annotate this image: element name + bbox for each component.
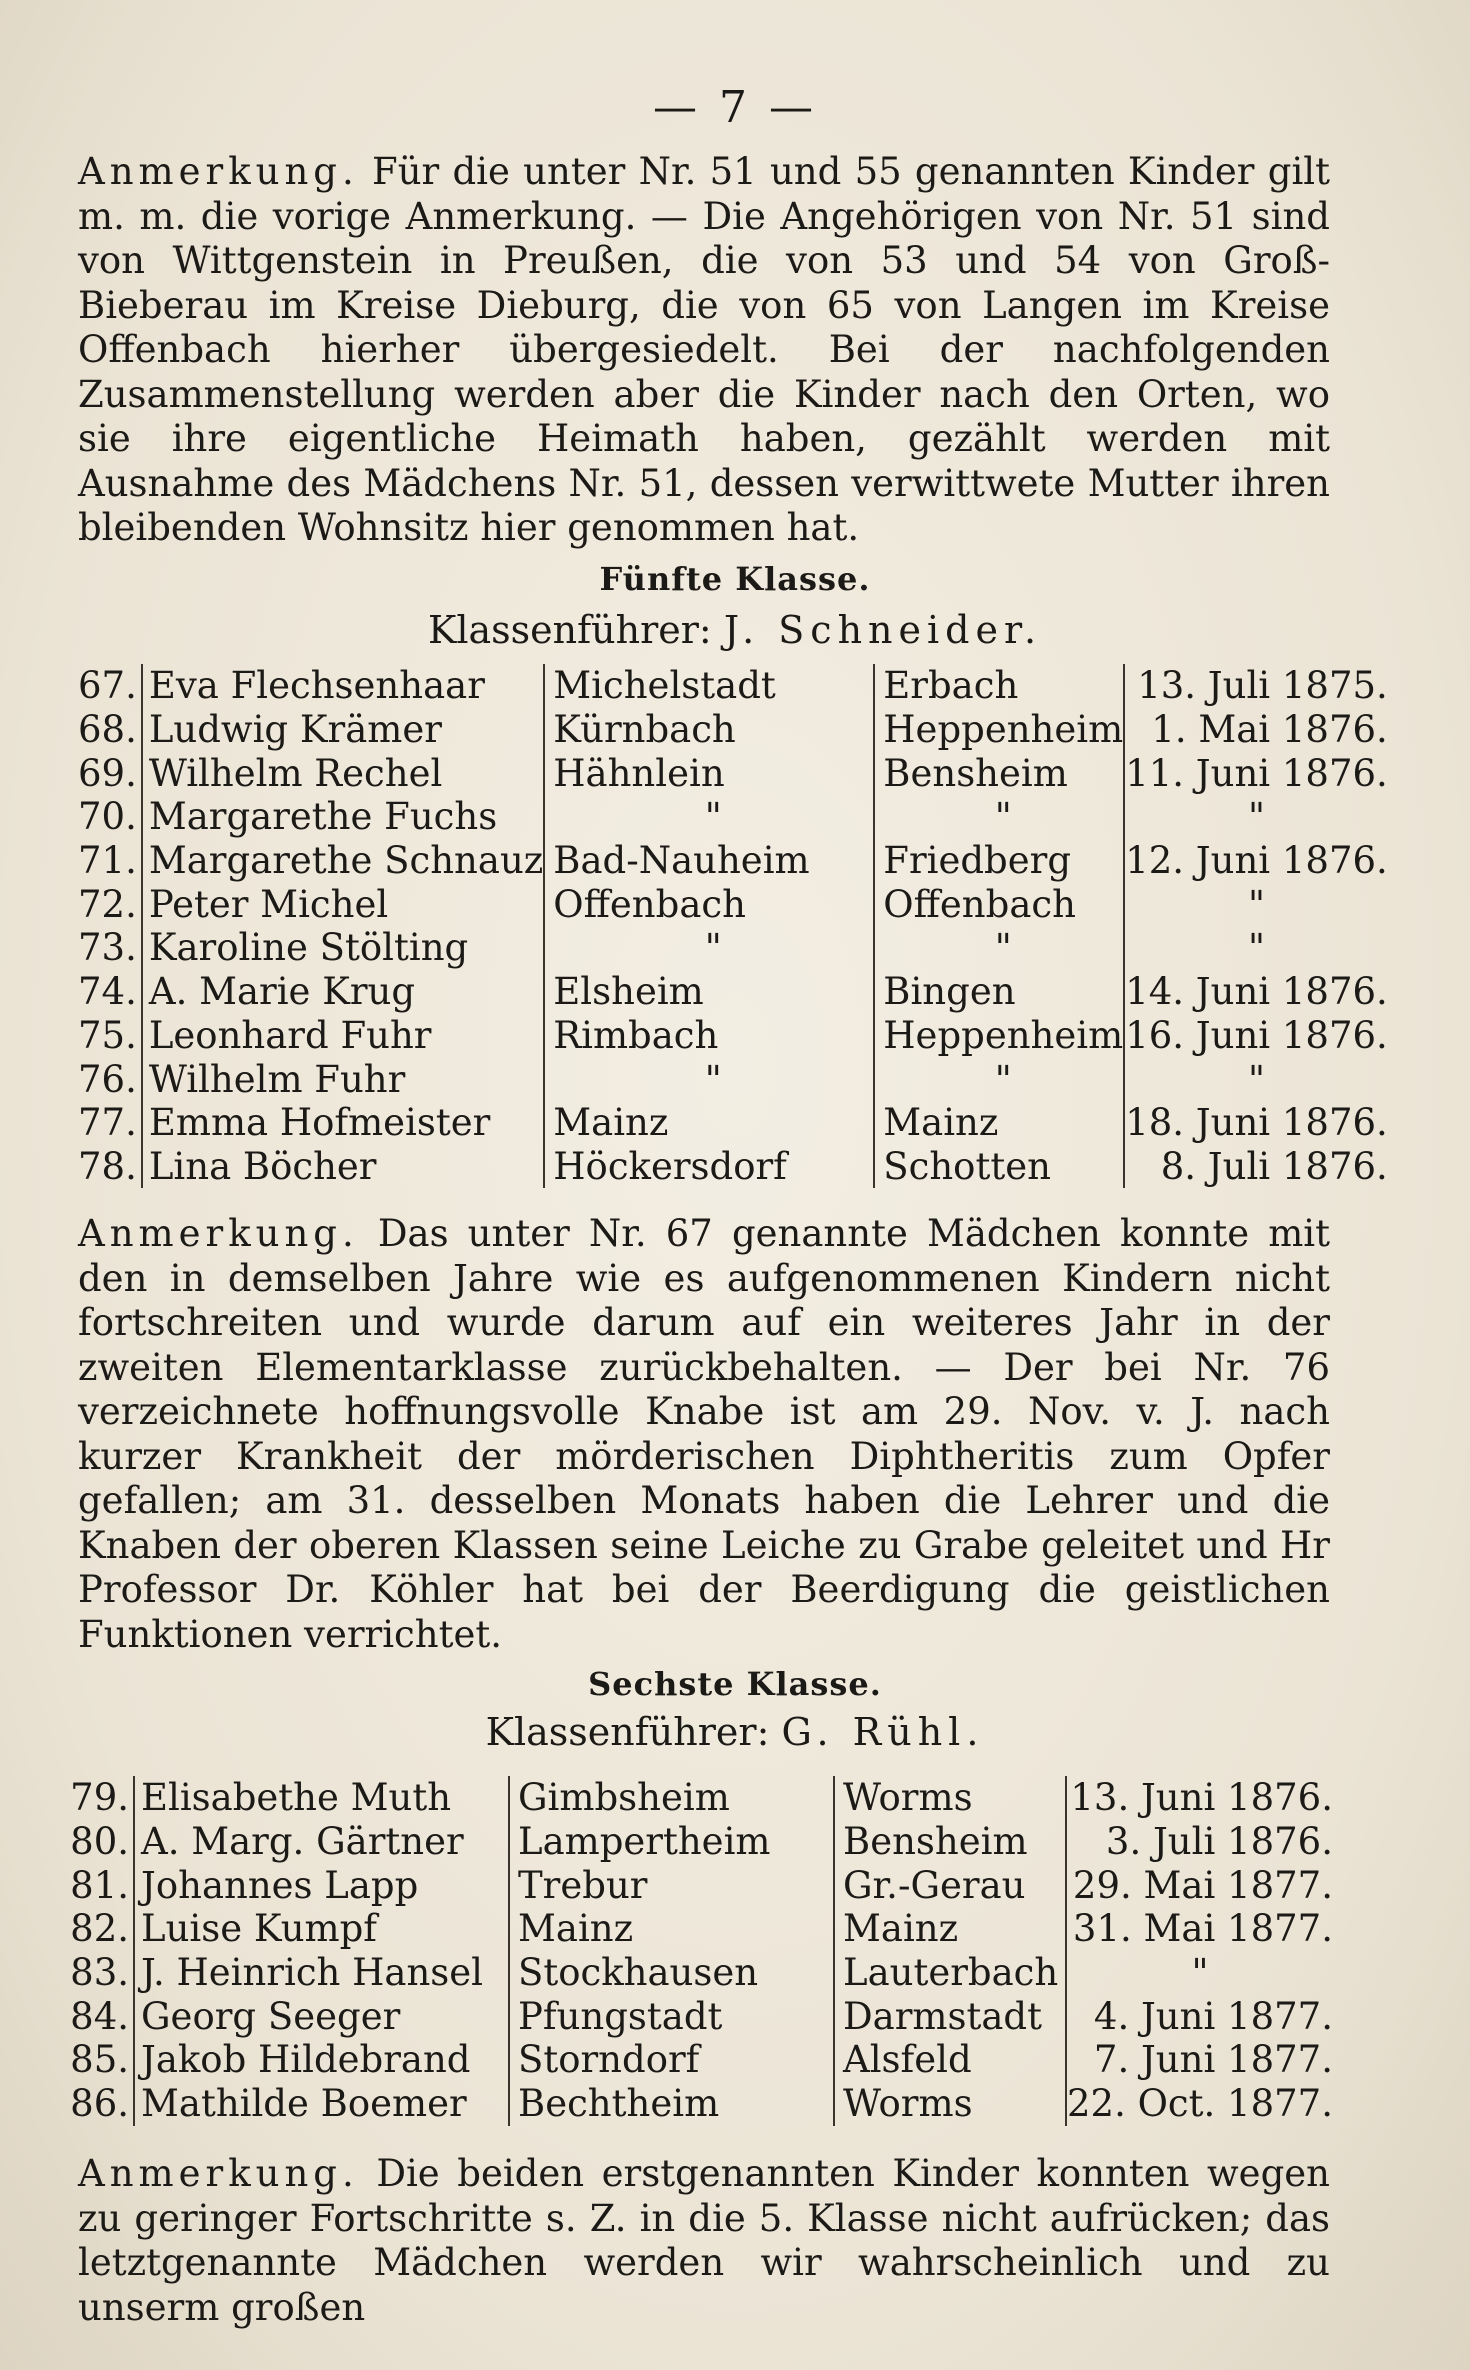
district: Worms [834, 1776, 1066, 1820]
table-row [66, 1951, 1335, 1995]
student-name: Karoline Stölting [142, 926, 544, 970]
district: Lauterbach [834, 1951, 1066, 1995]
place-of-origin: " [544, 926, 874, 970]
class-leader-line-5 [0, 608, 1470, 652]
row-number: 72. [78, 882, 137, 926]
student-name: Jakob Hildebrand [134, 2038, 509, 2082]
table-row [66, 1994, 1335, 2038]
student-table-class-5 [78, 664, 1390, 1188]
place-of-origin: Kürnbach [544, 708, 874, 752]
student-name: A. Marie Krug [142, 970, 544, 1014]
row-number: 80. [70, 1820, 129, 1864]
entry-date: 22. Oct. 1877. [1067, 2082, 1333, 2126]
table-row [66, 1907, 1335, 1951]
row-number: 79. [70, 1776, 129, 1820]
row-number: 70. [78, 795, 137, 839]
note-lead: Anmerkung. [78, 1212, 359, 1255]
place-of-origin: " [544, 795, 874, 839]
place-of-origin: Höckersdorf [544, 1145, 874, 1189]
row-number: 68. [78, 708, 137, 752]
table-row [66, 2038, 1335, 2082]
district: " [874, 795, 1124, 839]
district: Mainz [834, 1907, 1066, 1951]
table-row [66, 1776, 1335, 1820]
place-of-origin: Elsheim [544, 970, 874, 1014]
class-leader-label: Klassenführer: [485, 1710, 770, 1754]
row-number: 71. [78, 839, 137, 883]
student-table-class-6 [66, 1776, 1335, 2126]
note-paragraph-2 [78, 1212, 1330, 1657]
table-body [66, 1776, 1335, 2126]
entry-date: " [1066, 1951, 1335, 1995]
student-name: Eva Flechsenhaar [142, 664, 544, 708]
entry-date: 13. Juli 1875. [1124, 664, 1390, 708]
table-row [78, 839, 1390, 883]
class-leader-name: J. Schneider. [723, 608, 1043, 652]
table-row [78, 882, 1390, 926]
district: Darmstadt [834, 1994, 1066, 2038]
note-lead: Anmerkung. [78, 2152, 359, 2195]
student-name: J. Heinrich Hansel [134, 1951, 509, 1995]
row-number: 69. [78, 751, 137, 795]
class-leader-name: G. Rühl. [781, 1710, 985, 1754]
entry-date: 12. Juni 1876. [1125, 839, 1388, 883]
district: " [874, 926, 1124, 970]
student-name: Peter Michel [142, 882, 544, 926]
note-text: Das unter Nr. 67 genannte Mädchen konnte mit den in demselben Jahre wie es aufgenommenen Kindern nicht fortschreiten und wurde darum auf ein weiteres Jahr in der zweiten Elementarklasse zurückbehalten. — Der bei Nr. 76 verzeichnete hoffnungsvolle Knabe ist am 29. Nov. v. J. nach kurzer Krankheit der mörderischen Diphtheritis zum Opfer gefallen; am 31. desselben Monats haben die Lehrer und die Knaben der oberen Klassen seine Leiche zu Grabe geleitet und Hr Professor Dr. Köhler hat bei der Beerdigung die geistlichen Funktionen verrichtet. [78, 1212, 1330, 1656]
table-body [78, 664, 1390, 1188]
class-leader-label: Klassenführer: [427, 608, 712, 652]
district: " [874, 1057, 1124, 1101]
place-of-origin: Storndorf [509, 2038, 834, 2082]
row-number: 81. [70, 1863, 129, 1907]
entry-date: 4. Juni 1877. [1066, 1994, 1335, 2038]
entry-date: 16. Juni 1876. [1125, 1013, 1388, 1057]
row-number: 77. [78, 1101, 137, 1145]
student-name: Lina Böcher [142, 1145, 544, 1189]
district: Gr.-Gerau [834, 1863, 1066, 1907]
place-of-origin: Bad-Nauheim [544, 839, 874, 883]
table-row [78, 926, 1390, 970]
district: Heppenheim [874, 1014, 1124, 1058]
student-name: Wilhelm Fuhr [142, 1057, 544, 1101]
entry-date: 3. Juli 1876. [1066, 1820, 1335, 1864]
student-name: Wilhelm Rechel [142, 751, 544, 795]
student-name: Leonhard Fuhr [142, 1014, 544, 1058]
section-title-class-5: Fünfte Klasse. [599, 560, 871, 598]
table-row [78, 664, 1390, 708]
row-number: 76. [78, 1057, 137, 1101]
table-row [66, 1863, 1335, 1907]
entry-date: 8. Juli 1876. [1124, 1145, 1390, 1189]
place-of-origin: Mainz [544, 1101, 874, 1145]
student-name: Margarethe Schnauz [142, 839, 544, 883]
place-of-origin: Trebur [509, 1863, 834, 1907]
district: Bingen [874, 970, 1124, 1014]
table-row [66, 1820, 1335, 1864]
section-title-class-6: Sechste Klasse. [588, 1665, 882, 1703]
row-number: 86. [70, 2082, 129, 2126]
table-row [78, 708, 1390, 752]
place-of-origin: Mainz [509, 1907, 834, 1951]
student-name: Emma Hofmeister [142, 1101, 544, 1145]
district: Mainz [874, 1101, 1124, 1145]
class-leader-line-6 [0, 1710, 1470, 1754]
table-row [78, 1101, 1390, 1145]
row-number: 67. [78, 664, 137, 708]
table-row [78, 1014, 1390, 1058]
table-row [78, 751, 1390, 795]
row-number: 85. [70, 2038, 129, 2082]
place-of-origin: Michelstadt [544, 664, 874, 708]
place-of-origin: " [544, 1057, 874, 1101]
place-of-origin: Offenbach [544, 882, 874, 926]
place-of-origin: Hähnlein [544, 751, 874, 795]
district: Heppenheim [874, 708, 1124, 752]
entry-date: " [1124, 795, 1390, 839]
entry-date: " [1124, 882, 1390, 926]
district: Bensheim [834, 1820, 1066, 1864]
row-number: 74. [78, 970, 137, 1014]
note-paragraph-1 [78, 150, 1330, 551]
student-name: Johannes Lapp [134, 1863, 509, 1907]
student-name: Mathilde Boemer [134, 2082, 509, 2126]
district: Erbach [874, 664, 1124, 708]
table-row [78, 1057, 1390, 1101]
entry-date: 11. Juni 1876. [1125, 751, 1388, 795]
student-name: Ludwig Krämer [142, 708, 544, 752]
entry-date: " [1124, 926, 1390, 970]
table-row [78, 970, 1390, 1014]
district: Bensheim [874, 751, 1124, 795]
entry-date: 18. Juni 1876. [1125, 1101, 1388, 1145]
row-number: 84. [70, 1994, 129, 2038]
district: Alsfeld [834, 2038, 1066, 2082]
entry-date: " [1124, 1057, 1390, 1101]
student-name: Georg Seeger [134, 1994, 509, 2038]
entry-date: 14. Juni 1876. [1125, 970, 1388, 1014]
row-number: 78. [78, 1144, 137, 1188]
student-name: Margarethe Fuchs [142, 795, 544, 839]
note-paragraph-3 [78, 2152, 1330, 2330]
place-of-origin: Rimbach [544, 1014, 874, 1058]
note-text: Für die unter Nr. 51 und 55 genannten Kinder gilt m. m. die vorige Anmerkung. — Die Angehörigen von Nr. 51 sind von Wittgenstein in Preußen, die von 53 und 54 von Groß-Bieberau im Kreise Dieburg, die von 65 von Langen im Kreise Offenbach hierher übergesiedelt. Bei der nachfolgenden Zusammenstellung werden aber die Kinder nach den Orten, wo sie ihre eigentliche Heimath haben, gezählt werden mit Ausnahme des Mädchens Nr. 51, dessen verwittwete Mutter ihren bleibenden Wohnsitz hier genommen hat. [78, 150, 1330, 549]
row-number: 73. [78, 926, 137, 970]
row-number: 75. [78, 1013, 137, 1057]
student-name: Luise Kumpf [134, 1907, 509, 1951]
page-number: — 7 — [653, 82, 817, 133]
entry-date: 31. Mai 1877. [1066, 1907, 1335, 1951]
entry-date: 7. Juni 1877. [1066, 2038, 1335, 2082]
district: Friedberg [874, 839, 1124, 883]
entry-date: 13. Juni 1876. [1066, 1776, 1335, 1820]
place-of-origin: Lampertheim [509, 1820, 834, 1864]
place-of-origin: Stockhausen [509, 1951, 834, 1995]
student-name: A. Marg. Gärtner [134, 1820, 509, 1864]
district: Worms [834, 2082, 1066, 2126]
place-of-origin: Bechtheim [509, 2082, 834, 2126]
table-row [78, 1145, 1390, 1189]
row-number: 83. [70, 1951, 129, 1995]
district: Offenbach [874, 882, 1124, 926]
student-name: Elisabethe Muth [134, 1776, 509, 1820]
place-of-origin: Pfungstadt [509, 1994, 834, 2038]
table-row [66, 2082, 1335, 2126]
table-row [78, 795, 1390, 839]
note-lead: Anmerkung. [78, 150, 359, 193]
place-of-origin: Gimbsheim [509, 1776, 834, 1820]
note-text: Die beiden erstgenannten Kinder konnten wegen zu geringer Fortschritte s. Z. in die 5. Klasse nicht aufrücken; das letztgenannte Mädchen werden wir wahrscheinlich und zu unserm großen [78, 2152, 1330, 2329]
entry-date: 1. Mai 1876. [1124, 708, 1390, 752]
row-number: 82. [70, 1907, 129, 1951]
entry-date: 29. Mai 1877. [1066, 1863, 1335, 1907]
district: Schotten [874, 1145, 1124, 1189]
